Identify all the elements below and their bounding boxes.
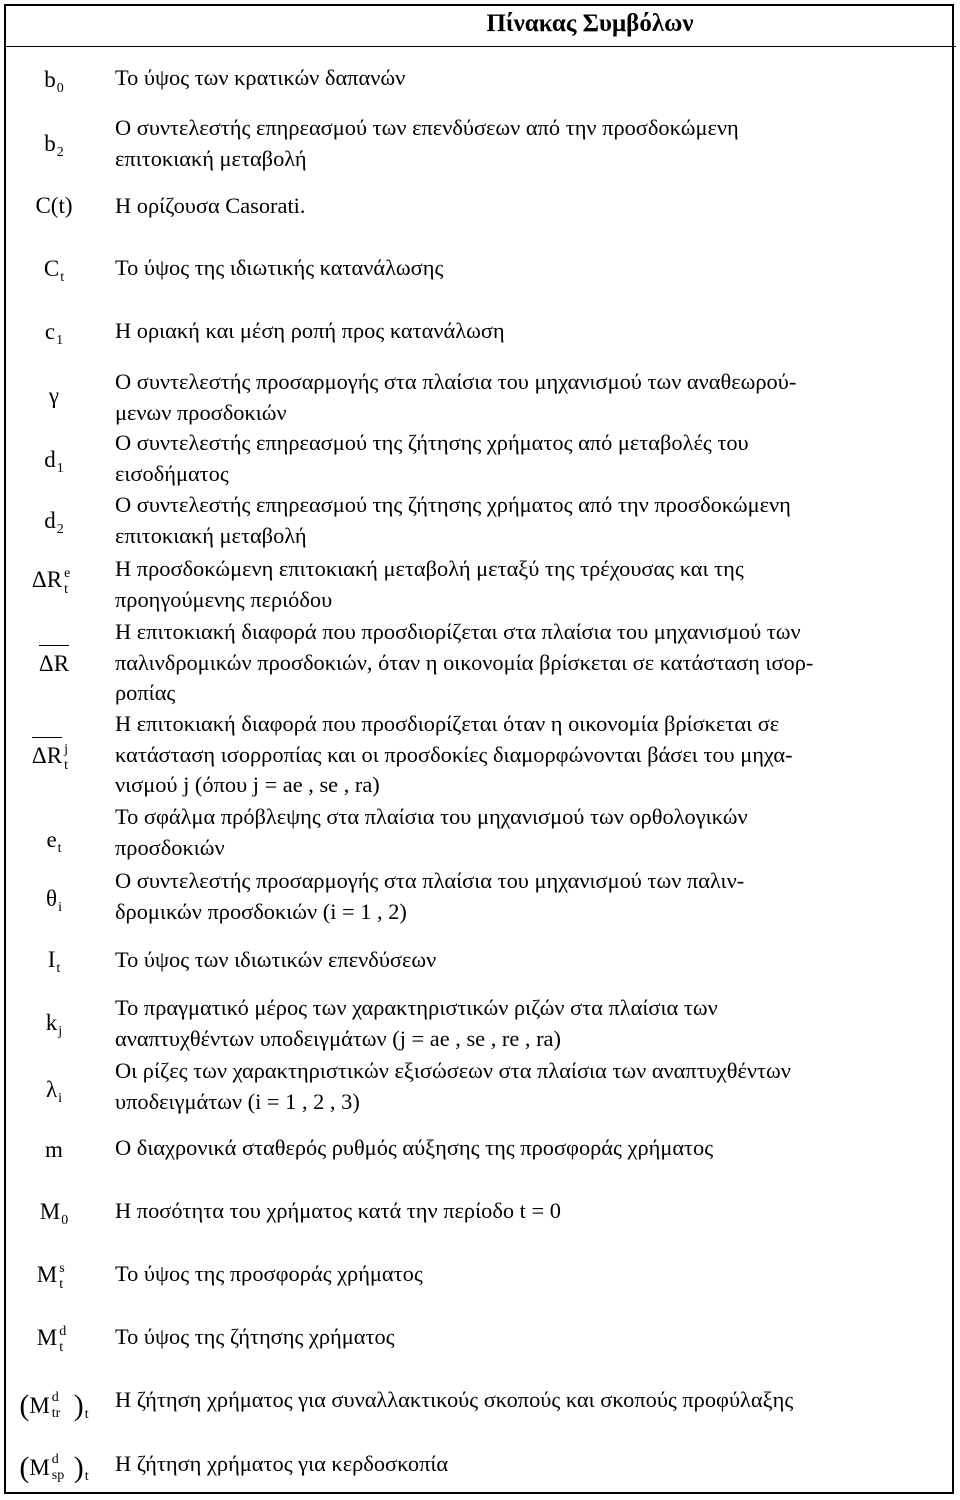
row-description	[115, 1133, 940, 1164]
symbol-expression	[49, 383, 59, 408]
row-description	[115, 945, 940, 976]
row-description	[115, 709, 940, 801]
symbol-expression	[45, 1010, 63, 1039]
row-description	[115, 802, 940, 863]
description-line: Η ζήτηση χρήματος για κερδοσκοπία	[115, 1451, 449, 1476]
symbol-expression	[31, 742, 76, 773]
symbol-subscript: i	[58, 1091, 63, 1106]
symbol-superscript: e	[64, 566, 71, 581]
row-description	[115, 1196, 940, 1227]
symbol-expression	[44, 67, 64, 96]
symbol-base: M	[39, 1199, 61, 1224]
symbol-subscript: j	[58, 1024, 63, 1039]
row-description	[115, 1449, 940, 1480]
symbol-close-paren: )	[73, 1451, 84, 1484]
symbol-expression	[44, 131, 64, 160]
description-line: Ο συντελεστής επηρεασμού της ζήτησης χρήματος από την προσδοκώμενη	[115, 492, 791, 517]
symbol-base: c	[44, 319, 56, 344]
row-description	[115, 993, 940, 1054]
description-line: νισμού j (όπου j = ae , se , ra)	[115, 772, 380, 797]
description-line: Το πραγματικό μέρος των χαρακτηριστικών ριζών στα πλαίσια των	[115, 995, 718, 1020]
symbol-subscript: 1	[56, 333, 64, 348]
description-line: Η επιτοκιακή διαφορά που προσδιορίζεται στα πλαίσια του μηχανισμού των	[115, 619, 801, 644]
row-description	[115, 866, 940, 927]
description-line: Η οριακή και μέση ροπή προς κατανάλωση	[115, 318, 505, 343]
symbol-base: C	[43, 256, 60, 281]
symbol-subscript: i	[58, 900, 62, 915]
description-line: ροπίας	[115, 680, 176, 705]
row-symbol	[6, 885, 102, 917]
description-line: Το ύψος της ζήτησης χρήματος	[115, 1324, 395, 1349]
row-description	[115, 490, 940, 551]
row-description	[115, 253, 940, 284]
row-symbol	[6, 255, 102, 287]
symbol-expression	[39, 1199, 69, 1228]
symbol-base: e	[46, 827, 57, 852]
symbol-expression	[44, 319, 64, 348]
description-line: κατάσταση ισορροπίας και οι προσδοκίες διαμορφώνονται βάσει του μηχα-	[115, 741, 793, 767]
symbol-expression	[46, 827, 62, 856]
symbol-scripts	[62, 742, 76, 773]
row-description	[115, 617, 940, 709]
symbol-expression	[44, 447, 64, 476]
symbol-base: I	[47, 947, 56, 972]
symbol-subscript: t	[60, 270, 65, 285]
description-line: Το ύψος των ιδιωτικών επενδύσεων	[115, 947, 437, 972]
description-line: Ο συντελεστής επηρεασμού της ζήτησης χρήματος από μεταβολές του	[115, 430, 749, 455]
symbol-base: θ	[46, 886, 58, 911]
symbol-expression	[19, 1451, 89, 1484]
symbol-subscript: t	[64, 758, 68, 773]
row-description	[115, 191, 940, 222]
symbol-base: γ	[48, 383, 60, 408]
symbol-base: λ	[45, 1077, 58, 1102]
description-line: Η προσδοκώμενη επιτοκιακή μεταβολή μεταξύ της τρέχουσας και της	[115, 556, 744, 581]
symbol-superscript: d	[59, 1324, 67, 1339]
row-symbol	[6, 742, 102, 773]
symbol-expression	[46, 886, 62, 915]
description-line: Η ζήτηση χρήματος για συναλλακτικούς σκοπούς και σκοπούς προφύλαξης	[115, 1387, 794, 1412]
row-symbol	[6, 1136, 102, 1164]
description-line: προηγούμενης περιόδου	[115, 586, 333, 612]
description-line: Η ποσότητα του χρήματος κατά την περίοδο t = 0	[115, 1198, 561, 1223]
symbol-subscript: 1	[56, 461, 64, 476]
symbol-scripts	[57, 1261, 71, 1292]
symbol-base: M	[29, 1455, 50, 1480]
description-line: Ο συντελεστής προσαρμογής στα πλαίσια του μηχανισμού των παλιν-	[115, 868, 745, 893]
symbol-superscript: d	[51, 1452, 59, 1467]
row-symbol	[6, 1390, 102, 1424]
symbol-base: M	[29, 1393, 50, 1418]
row-symbol	[6, 566, 102, 597]
symbol-open-paren: (	[19, 1389, 30, 1422]
symbol-superscript: s	[59, 1261, 65, 1276]
row-description	[115, 113, 940, 174]
symbol-close-paren: )	[73, 1389, 84, 1422]
description-line: εισοδήματος	[115, 460, 229, 486]
row-symbol	[6, 382, 102, 410]
description-line: Το ύψος των κρατικών δαπανών	[115, 65, 406, 90]
symbol-superscript: j	[64, 742, 68, 757]
symbol-subscript: t	[57, 841, 62, 856]
row-symbol	[6, 1452, 102, 1486]
description-line: Το ύψος της ιδιωτικής κατανάλωσης	[115, 255, 444, 280]
description-line: Το σφάλμα πρόβλεψης στα πλαίσια του μηχανισμού των ορθολογικών	[115, 804, 748, 829]
row-symbol	[6, 446, 102, 478]
description-line: δρομικών προσδοκιών (i = 1 , 2)	[115, 898, 407, 924]
row-symbol	[6, 826, 102, 858]
description-line: παλινδρομικών προσδοκιών, όταν η οικονομία βρίσκεται σε κατάσταση ισορ-	[115, 649, 814, 675]
symbol-scripts	[57, 1324, 71, 1355]
row-description	[115, 1385, 940, 1416]
description-line: Η επιτοκιακή διαφορά που προσδιορίζεται όταν η οικονομία βρίσκεται σε	[115, 711, 780, 736]
row-symbol	[6, 66, 102, 98]
symbol-base: ΔR	[39, 645, 69, 678]
row-symbol	[6, 318, 102, 350]
symbol-base: ΔR	[32, 737, 62, 770]
row-description	[115, 63, 940, 94]
row-description	[115, 367, 940, 428]
description-line: προσδοκιών	[115, 834, 225, 860]
row-symbol	[6, 650, 102, 678]
symbol-scripts	[50, 1452, 74, 1483]
page-title: Πίνακας Συμβόλων	[486, 10, 694, 37]
description-line: Ο συντελεστής προσαρμογής στα πλαίσια του μηχανισμού των αναθεωρού-	[115, 369, 797, 394]
symbol-base: b	[44, 67, 56, 92]
symbol-expression	[36, 1324, 71, 1355]
row-description	[115, 554, 940, 615]
symbol-subscript: t	[64, 582, 68, 597]
symbol-expression	[47, 947, 61, 976]
row-description	[115, 1259, 940, 1290]
symbol-open-paren: (	[19, 1451, 30, 1484]
symbol-expression	[19, 1389, 89, 1422]
row-symbol	[6, 1076, 102, 1108]
description-line: Η ορίζουσα Casorati.	[115, 193, 306, 218]
symbol-scripts	[50, 1390, 74, 1421]
symbol-base: d	[44, 508, 56, 533]
symbol-base: ΔR	[31, 567, 63, 592]
row-description	[115, 316, 940, 347]
symbol-expression	[31, 566, 76, 597]
symbol-subscript: 0	[56, 81, 64, 96]
symbol-expression	[45, 1077, 63, 1106]
row-description	[115, 1322, 940, 1353]
row-symbol	[6, 1324, 102, 1355]
symbol-outer-subscript: t	[84, 1407, 89, 1422]
symbol-base: m	[45, 1137, 63, 1162]
symbol-expression	[44, 508, 64, 537]
row-description	[115, 428, 940, 489]
symbol-expression	[35, 193, 72, 218]
description-line: Ο διαχρονικά σταθερός ρυθμός αύξησης της προσφοράς χρήματος	[115, 1135, 714, 1160]
description-line: επιτοκιακή μεταβολή	[115, 145, 307, 171]
symbol-expression	[45, 1137, 63, 1162]
symbol-expression	[43, 256, 65, 285]
symbol-scripts	[62, 566, 76, 597]
symbol-superscript: d	[51, 1390, 59, 1405]
symbol-base: C(t)	[35, 193, 73, 218]
symbol-base: d	[44, 447, 56, 472]
symbol-subscript: t	[59, 1340, 64, 1355]
symbol-subscript: sp	[51, 1468, 65, 1483]
description-line: υποδειγμάτων (i = 1 , 2 , 3)	[115, 1088, 360, 1114]
symbol-base: M	[36, 1262, 58, 1287]
row-symbol	[6, 1009, 102, 1041]
symbol-subscript: 2	[56, 145, 64, 160]
description-line: Ο συντελεστής επηρεασμού των επενδύσεων από την προσδοκώμενη	[115, 115, 739, 140]
symbol-expression	[39, 651, 69, 676]
symbol-subscript: tr	[51, 1406, 61, 1421]
row-symbol	[6, 1198, 102, 1230]
row-symbol	[6, 130, 102, 162]
description-line: επιτοκιακή μεταβολή	[115, 522, 307, 548]
title-divider	[4, 46, 956, 47]
symbol-subscript: t	[56, 961, 61, 976]
row-description	[115, 1056, 940, 1117]
symbol-subscript: t	[59, 1277, 64, 1292]
description-line: μενων προσδοκιών	[115, 399, 287, 425]
symbol-expression	[36, 1261, 71, 1292]
symbol-base: b	[44, 131, 56, 156]
description-line: Οι ρίζες των χαρακτηριστικών εξισώσεων στα πλαίσια των αναπτυχθέντων	[115, 1058, 791, 1083]
row-symbol	[6, 1261, 102, 1292]
row-symbol	[6, 192, 102, 220]
symbol-subscript: 0	[61, 1213, 69, 1228]
symbol-outer-subscript: t	[84, 1469, 89, 1484]
symbol-base: k	[45, 1010, 58, 1035]
row-symbol	[6, 946, 102, 978]
description-line: αναπτυχθέντων υποδειγμάτων (j = ae , se , re , ra)	[115, 1025, 561, 1051]
symbol-base: M	[36, 1325, 58, 1350]
row-symbol	[6, 507, 102, 539]
description-line: Το ύψος της προσφοράς χρήματος	[115, 1261, 423, 1286]
symbol-subscript: 2	[56, 522, 64, 537]
